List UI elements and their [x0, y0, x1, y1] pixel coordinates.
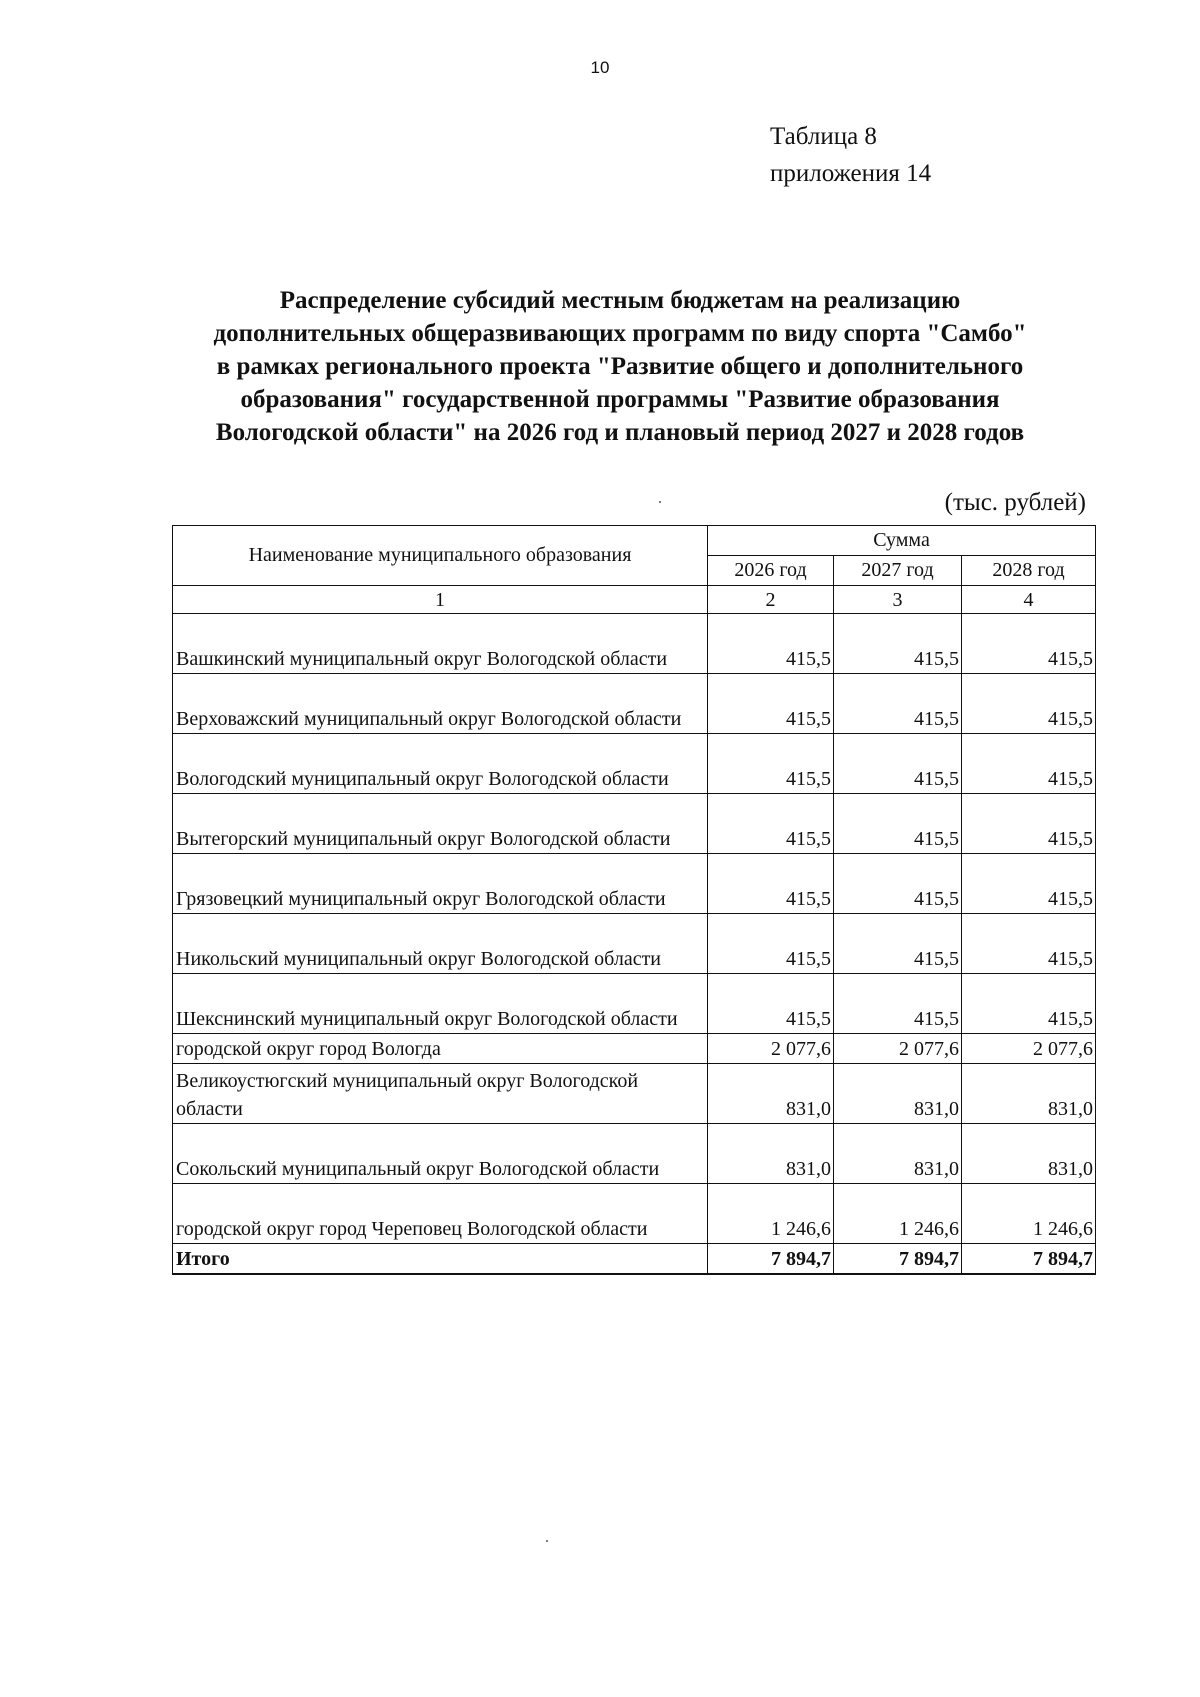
amount-cell: 415,5 [834, 974, 962, 1034]
amount-cell: 415,5 [708, 794, 834, 854]
subsidy-table [172, 525, 1096, 1275]
title-line: в рамках регионального проекта "Развитие общего и дополнительного [216, 353, 1024, 380]
municipality-name: Шекснинский муниципальный округ Вологодской области [173, 974, 708, 1034]
table-row [173, 1034, 1096, 1064]
table-row [173, 674, 1096, 734]
total-row [173, 1244, 1096, 1275]
municipality-name: городской округ город Вологда [173, 1034, 708, 1064]
amount-cell: 2 077,6 [708, 1034, 834, 1064]
amount-cell: 415,5 [708, 974, 834, 1034]
header-year: 2027 год [834, 556, 962, 586]
municipality-name: Никольский муниципальный округ Вологодской области [173, 914, 708, 974]
table-row [173, 914, 1096, 974]
amount-cell: 415,5 [834, 674, 962, 734]
table-row [173, 734, 1096, 794]
table-row [173, 614, 1096, 674]
municipality-name: Вытегорский муниципальный округ Вологодской области [173, 794, 708, 854]
column-number: 4 [962, 586, 1096, 614]
title-line: Вологодской области" на 2026 год и плановый период 2027 и 2028 годов [215, 419, 1025, 446]
municipality-name: Грязовецкий муниципальный округ Вологодской области [173, 854, 708, 914]
amount-cell: 415,5 [962, 614, 1096, 674]
amount-cell: 415,5 [962, 914, 1096, 974]
table-row [173, 974, 1096, 1034]
page-number: 10 [590, 58, 610, 77]
amount-cell: 2 077,6 [962, 1034, 1096, 1064]
amount-cell: 1 246,6 [708, 1184, 834, 1244]
amount-cell: 415,5 [708, 734, 834, 794]
column-number: 2 [708, 586, 834, 614]
municipality-name: городской округ город Череповец Вологодской области [173, 1184, 708, 1244]
municipality-name: Верховажский муниципальный округ Вологодской области [173, 674, 708, 734]
municipality-name: Сокольский муниципальный округ Вологодской области [173, 1124, 708, 1184]
amount-cell: 7 894,7 [962, 1244, 1096, 1275]
table-reference-line-2: приложения 14 [770, 160, 932, 187]
table-row [173, 854, 1096, 914]
title-line: дополнительных общеразвивающих программ по виду спорта "Самбо" [213, 320, 1027, 347]
table-reference [770, 118, 931, 192]
amount-cell: 415,5 [834, 794, 962, 854]
title-line: образования" государственной программы "Развитие образования [240, 386, 1000, 413]
amount-cell: 831,0 [708, 1064, 834, 1124]
amount-cell: 831,0 [834, 1064, 962, 1124]
amount-cell: 831,0 [708, 1124, 834, 1184]
scan-speck [659, 501, 661, 503]
column-number: 1 [173, 586, 708, 614]
amount-cell: 415,5 [708, 614, 834, 674]
amount-cell: 415,5 [962, 794, 1096, 854]
amount-cell: 2 077,6 [834, 1034, 962, 1064]
amount-cell: 415,5 [708, 914, 834, 974]
amount-cell: 415,5 [834, 854, 962, 914]
document-title [170, 284, 1070, 449]
table-row [173, 1184, 1096, 1244]
header-municipality: Наименование муниципального образования [173, 526, 708, 586]
amount-cell: 1 246,6 [962, 1184, 1096, 1244]
amount-cell: 831,0 [962, 1124, 1096, 1184]
table-header-row [173, 526, 1096, 556]
column-number-row [173, 586, 1096, 614]
amount-cell: 415,5 [708, 854, 834, 914]
amount-cell: 415,5 [834, 614, 962, 674]
municipality-name: Итого [173, 1244, 708, 1275]
amount-cell: 1 246,6 [834, 1184, 962, 1244]
municipality-name: Вашкинский муниципальный округ Вологодской области [173, 614, 708, 674]
municipality-name: Великоустюгский муниципальный округ Вологодской области [173, 1064, 708, 1124]
column-number: 3 [834, 586, 962, 614]
amount-cell: 415,5 [834, 914, 962, 974]
scan-speck [546, 1540, 548, 1542]
municipality-name: Вологодский муниципальный округ Вологодской области [173, 734, 708, 794]
table-row [173, 1064, 1096, 1124]
amount-cell: 415,5 [834, 734, 962, 794]
table-reference-line-1: Таблица 8 [770, 123, 877, 150]
amount-cell: 415,5 [962, 854, 1096, 914]
amount-cell: 831,0 [962, 1064, 1096, 1124]
title-line: Распределение субсидий местным бюджетам на реализацию [279, 287, 961, 314]
amount-cell: 7 894,7 [708, 1244, 834, 1275]
amount-cell: 415,5 [962, 674, 1096, 734]
amount-cell: 831,0 [834, 1124, 962, 1184]
amount-cell: 415,5 [962, 734, 1096, 794]
amount-cell: 415,5 [962, 974, 1096, 1034]
table-row [173, 794, 1096, 854]
amount-cell: 7 894,7 [834, 1244, 962, 1275]
header-sum: Сумма [708, 526, 1096, 556]
unit-label: (тыс. рублей) [944, 489, 1086, 516]
header-year: 2028 год [962, 556, 1096, 586]
header-year: 2026 год [708, 556, 834, 586]
table-row [173, 1124, 1096, 1184]
amount-cell: 415,5 [708, 674, 834, 734]
